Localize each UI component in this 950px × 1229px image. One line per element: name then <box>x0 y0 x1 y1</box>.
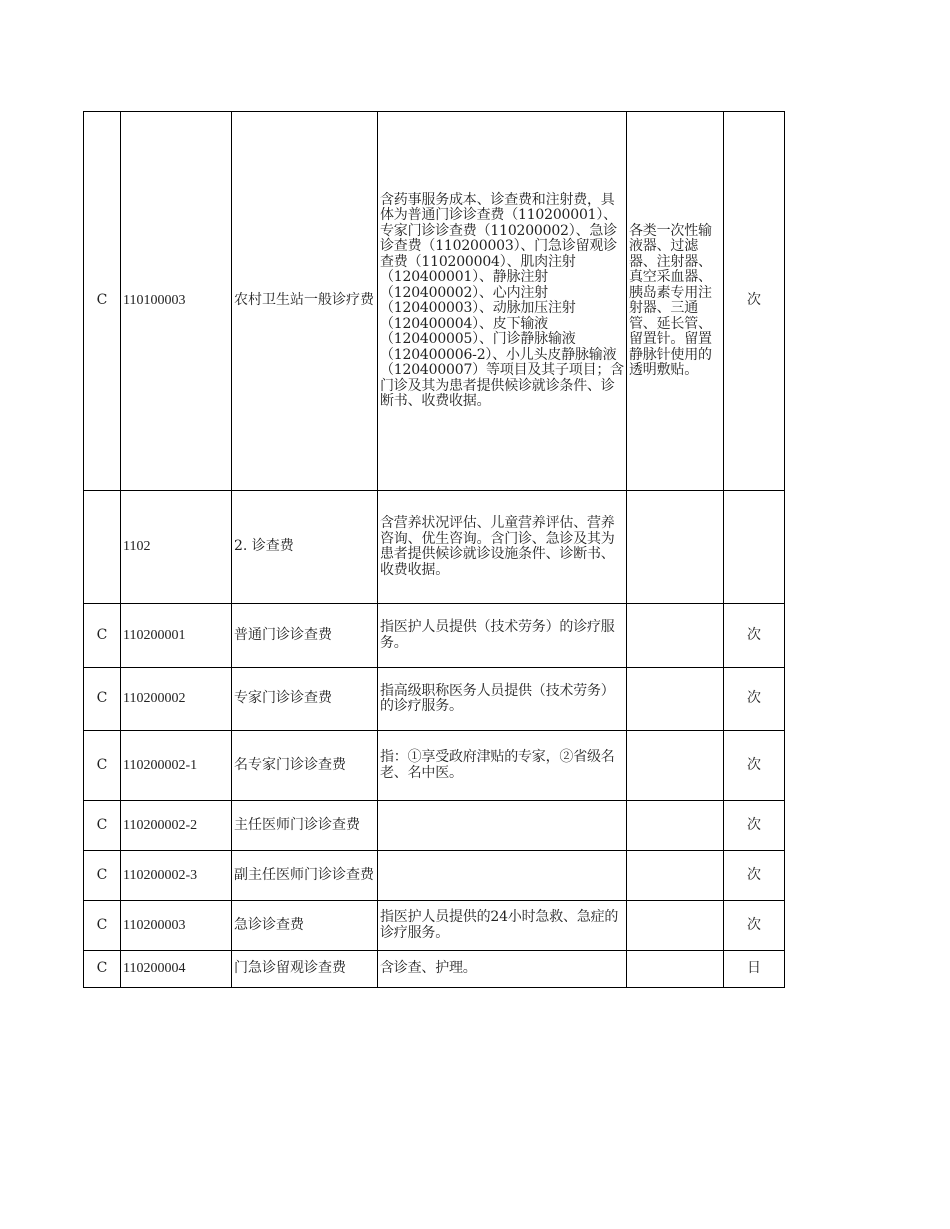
exclusions-cell <box>627 491 724 604</box>
code-cell: 110200004 <box>121 951 232 988</box>
category-cell: C <box>84 901 121 951</box>
category-cell: C <box>84 604 121 668</box>
unit-cell: 次 <box>724 731 785 801</box>
exclusions-cell <box>627 731 724 801</box>
description-cell <box>378 801 627 851</box>
category-cell: C <box>84 851 121 901</box>
code-cell: 110100003 <box>121 112 232 491</box>
code-cell: 110200002-2 <box>121 801 232 851</box>
table-row <box>84 668 785 731</box>
name-cell: 农村卫生站一般诊疗费 <box>232 112 378 491</box>
name-cell: 2. 诊查费 <box>232 491 378 604</box>
code-cell: 110200003 <box>121 901 232 951</box>
table-row <box>84 731 785 801</box>
exclusions-cell: 各类一次性输液器、过滤器、注射器、真空采血器、胰岛素专用注射器、三通管、延长管、留置针。留置静脉针使用的透明敷贴。 <box>627 112 724 491</box>
category-cell: C <box>84 801 121 851</box>
category-cell: C <box>84 951 121 988</box>
description-cell: 指：①享受政府津贴的专家，②省级名老、名中医。 <box>378 731 627 801</box>
name-cell: 专家门诊诊查费 <box>232 668 378 731</box>
table-row <box>84 112 785 491</box>
exclusions-cell <box>627 901 724 951</box>
description-cell: 指医护人员提供（技术劳务）的诊疗服务。 <box>378 604 627 668</box>
exclusions-cell <box>627 851 724 901</box>
table-row <box>84 851 785 901</box>
category-cell: C <box>84 112 121 491</box>
code-cell: 110200001 <box>121 604 232 668</box>
table-row <box>84 951 785 988</box>
name-cell: 副主任医师门诊诊查费 <box>232 851 378 901</box>
description-cell: 含营养状况评估、儿童营养评估、营养咨询、优生咨询。含门诊、急诊及其为患者提供候诊就诊设施条件、诊断书、收费收据。 <box>378 491 627 604</box>
code-cell: 1102 <box>121 491 232 604</box>
exclusions-cell <box>627 951 724 988</box>
unit-cell: 次 <box>724 604 785 668</box>
name-cell: 名专家门诊诊查费 <box>232 731 378 801</box>
description-cell: 含诊查、护理。 <box>378 951 627 988</box>
unit-cell: 次 <box>724 901 785 951</box>
unit-cell <box>724 491 785 604</box>
code-cell: 110200002 <box>121 668 232 731</box>
unit-cell: 次 <box>724 851 785 901</box>
description-cell: 含药事服务成本、诊查费和注射费，具体为普通门诊诊查费（110200001）、专家门诊诊查费（110200002）、急诊诊查费（110200003）、门急诊留观诊查费（110200004）、肌肉注射（120400001）、静脉注射（120400002）、心内注射（120400003）、动脉加压注射（120400004）、皮下输液（120400005）、门诊静脉输液（120400006-2）、小儿头皮静脉输液（120400007）等项目及其子项目；含门诊及其为患者提供候诊就诊条件、诊断书、收费收据。 <box>378 112 627 491</box>
exclusions-cell <box>627 604 724 668</box>
code-cell: 110200002-3 <box>121 851 232 901</box>
table-row <box>84 901 785 951</box>
category-cell: C <box>84 668 121 731</box>
description-cell <box>378 851 627 901</box>
name-cell: 急诊诊查费 <box>232 901 378 951</box>
table-row <box>84 491 785 604</box>
code-cell: 110200002-1 <box>121 731 232 801</box>
unit-cell: 次 <box>724 112 785 491</box>
name-cell: 门急诊留观诊查费 <box>232 951 378 988</box>
name-cell: 普通门诊诊查费 <box>232 604 378 668</box>
fee-schedule-table <box>83 111 785 988</box>
name-cell: 主任医师门诊诊查费 <box>232 801 378 851</box>
table-row <box>84 801 785 851</box>
exclusions-cell <box>627 801 724 851</box>
unit-cell: 次 <box>724 668 785 731</box>
unit-cell: 日 <box>724 951 785 988</box>
description-cell: 指医护人员提供的24小时急救、急症的诊疗服务。 <box>378 901 627 951</box>
description-cell: 指高级职称医务人员提供（技术劳务）的诊疗服务。 <box>378 668 627 731</box>
category-cell: C <box>84 731 121 801</box>
table-row <box>84 604 785 668</box>
exclusions-cell <box>627 668 724 731</box>
unit-cell: 次 <box>724 801 785 851</box>
category-cell <box>84 491 121 604</box>
